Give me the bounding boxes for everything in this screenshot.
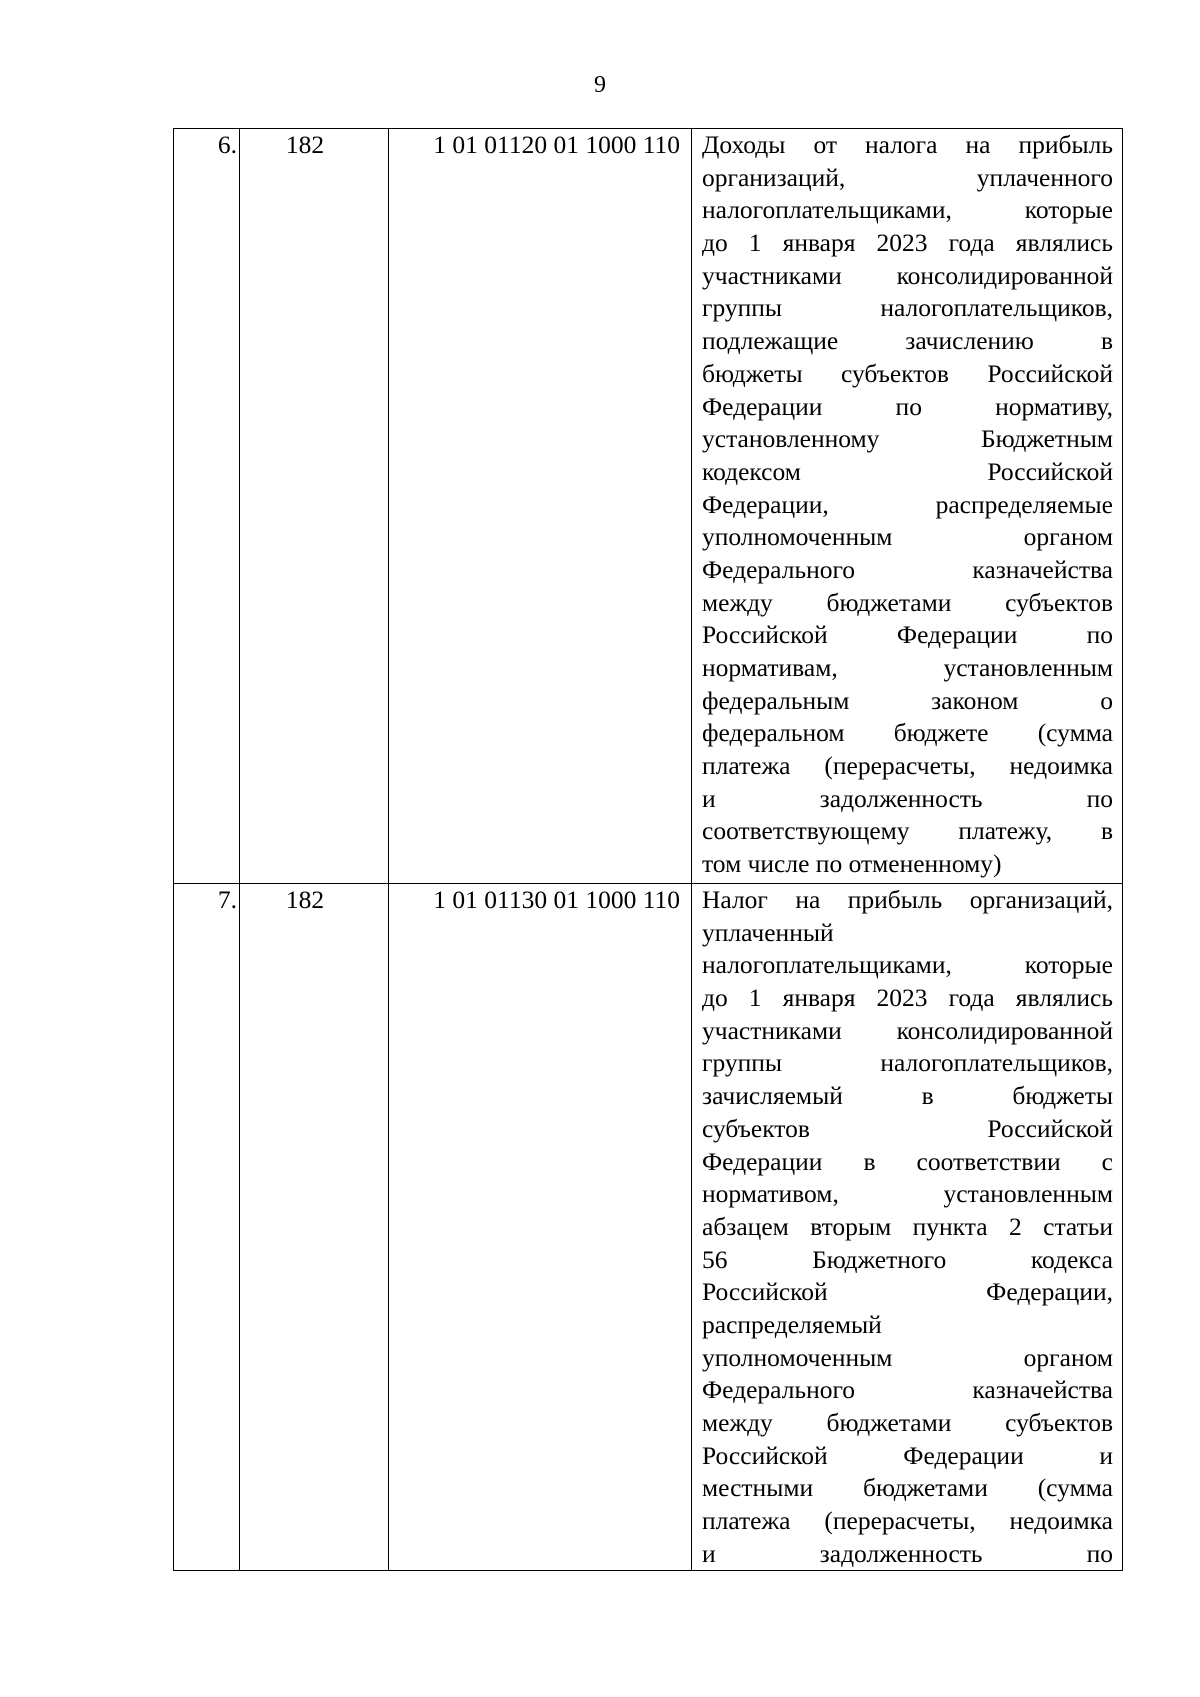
description-line: уполномоченным органом bbox=[702, 522, 1113, 552]
description-line: участниками консолидированной bbox=[702, 260, 1113, 290]
admin-code-cell bbox=[240, 884, 389, 1571]
description-line: группы налогоплательщиков, bbox=[702, 293, 1113, 323]
description-line: налогоплательщиками, которые bbox=[702, 950, 1113, 980]
admin-code: 182 bbox=[285, 130, 325, 159]
kbk-code-cell bbox=[389, 884, 692, 1571]
admin-code: 182 bbox=[285, 885, 325, 914]
description-line: Федерации по нормативу, bbox=[702, 391, 1113, 421]
description-line: платежа (перерасчеты, недоимка bbox=[702, 751, 1113, 781]
table-row bbox=[174, 129, 1123, 884]
description-line: 56 Бюджетного кодекса bbox=[702, 1244, 1113, 1274]
row-number-cell bbox=[174, 129, 240, 884]
description-line: Федерального казначейства bbox=[702, 554, 1113, 584]
description-line: платежа (перерасчеты, недоимка bbox=[702, 1506, 1113, 1536]
description-cell bbox=[692, 129, 1123, 884]
row-number-cell bbox=[174, 884, 240, 1571]
table-row bbox=[174, 884, 1123, 1571]
kbk-code: 1 01 01130 01 1000 110 bbox=[433, 885, 680, 914]
description-line: зачисляемый в бюджеты bbox=[702, 1081, 1113, 1111]
description-line: Доходы от налога на прибыль bbox=[702, 130, 1113, 159]
description-line: подлежащие зачислению в bbox=[702, 326, 1113, 356]
description-line: Налог на прибыль организаций, bbox=[702, 885, 1113, 914]
description-line: группы налогоплательщиков, bbox=[702, 1048, 1113, 1078]
description-line: абзацем вторым пункта 2 статьи bbox=[702, 1211, 1113, 1241]
description-line: уполномоченным органом bbox=[702, 1342, 1113, 1372]
description-line: Российской Федерации, bbox=[702, 1277, 1113, 1307]
description-line: Федерации в соответствии с bbox=[702, 1146, 1113, 1176]
description-line: субъектов Российской bbox=[702, 1113, 1113, 1143]
row-number: 6. bbox=[217, 130, 237, 159]
description-line: и задолженность по bbox=[702, 1538, 1113, 1568]
page-number: 9 bbox=[594, 72, 606, 98]
description-line: распределяемый bbox=[702, 1309, 882, 1339]
description-cell bbox=[692, 884, 1123, 1571]
kbk-code-cell bbox=[389, 129, 692, 884]
description-line: том числе по отмененному) bbox=[702, 849, 1002, 879]
description-line: до 1 января 2023 года являлись bbox=[702, 983, 1113, 1013]
description-line: соответствующему платежу, в bbox=[702, 816, 1113, 846]
kbk-code: 1 01 01120 01 1000 110 bbox=[433, 130, 680, 159]
description-line: налогоплательщиками, которые bbox=[702, 195, 1113, 225]
description-line: нормативам, установленным bbox=[702, 653, 1113, 682]
description-line: местными бюджетами (сумма bbox=[702, 1473, 1113, 1503]
description-line: Федерации, распределяемые bbox=[702, 489, 1113, 519]
description-line: уплаченный bbox=[702, 917, 834, 947]
budget-codes-table bbox=[173, 128, 1123, 1571]
description-line: кодексом Российской bbox=[702, 456, 1113, 486]
row-number: 7. bbox=[217, 885, 237, 914]
description-line: Федерального казначейства bbox=[702, 1375, 1113, 1405]
description-line: Российской Федерации по bbox=[702, 620, 1113, 650]
description-line: федеральным законом о bbox=[702, 685, 1113, 715]
description-line: организаций, уплаченного bbox=[702, 162, 1113, 192]
description-line: бюджеты субъектов Российской bbox=[702, 358, 1113, 388]
description-line: между бюджетами субъектов bbox=[702, 1408, 1113, 1437]
description-line: Российской Федерации и bbox=[702, 1440, 1113, 1470]
description-line: нормативом, установленным bbox=[702, 1179, 1113, 1209]
description-line: и задолженность по bbox=[702, 783, 1113, 813]
description-line: до 1 января 2023 года являлись bbox=[702, 228, 1113, 258]
description-line: установленному Бюджетным bbox=[702, 424, 1113, 454]
description-line: между бюджетами субъектов bbox=[702, 587, 1113, 617]
description-line: федеральном бюджете (сумма bbox=[702, 718, 1113, 748]
description-line: участниками консолидированной bbox=[702, 1015, 1113, 1045]
admin-code-cell bbox=[240, 129, 389, 884]
